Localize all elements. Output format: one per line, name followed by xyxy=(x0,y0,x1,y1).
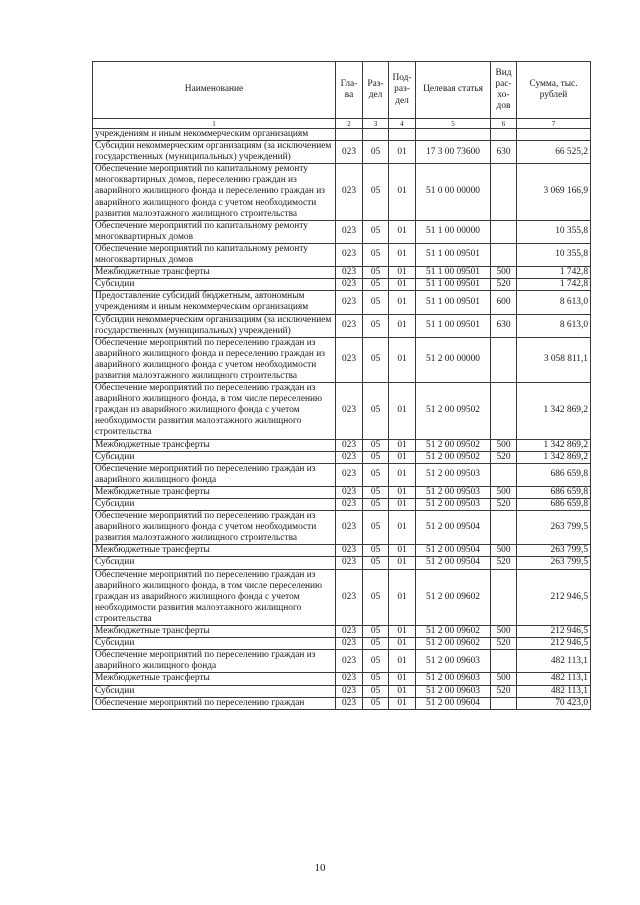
table-row xyxy=(93,638,591,650)
cell-article: 51 2 00 09504 xyxy=(416,545,491,557)
cell-article: 51 2 00 09504 xyxy=(416,557,491,569)
cell-name: Субсидии некоммерческим организациям (за исключением государственных (муниципальных) учреждений) xyxy=(93,314,336,337)
cell-glava: 023 xyxy=(336,626,363,638)
table-row xyxy=(93,129,591,141)
cell-sum: 1 342 869,2 xyxy=(517,383,591,439)
cell-name: Обеспечение мероприятий по переселению граждан из аварийного жилищного фонда, в том числе переселению граждан из аварийного жилищного фонда с учетом необходимости развития малоэтажного жилищного строительства xyxy=(93,569,336,625)
cell-vid: 520 xyxy=(491,279,517,291)
cell-name: Обеспечение мероприятий по капитальному ремонту многоквартирных домов xyxy=(93,220,336,243)
cell-sum: 263 799,5 xyxy=(517,545,591,557)
page-number: 10 xyxy=(314,862,326,874)
cell-razdel xyxy=(363,129,389,141)
cell-name: Субсидии xyxy=(93,638,336,650)
column-number: 1 xyxy=(93,119,336,129)
cell-podrazdel: 01 xyxy=(389,673,416,685)
cell-article: 51 2 00 09504 xyxy=(416,511,491,545)
table-row xyxy=(93,220,591,243)
cell-sum: 263 799,5 xyxy=(517,557,591,569)
cell-name: учреждениям и иным некоммерческим организациям xyxy=(93,129,336,141)
header-vid: Вид рас-хо-дов xyxy=(491,62,517,119)
cell-article: 51 1 00 09501 xyxy=(416,267,491,279)
cell-article: 51 2 00 09503 xyxy=(416,486,491,498)
table-row xyxy=(93,486,591,498)
cell-podrazdel: 01 xyxy=(389,569,416,625)
table-row xyxy=(93,545,591,557)
cell-article: 51 2 00 09603 xyxy=(416,673,491,685)
table-row xyxy=(93,463,591,486)
cell-glava: 023 xyxy=(336,439,363,451)
cell-name: Межбюджетные трансферты xyxy=(93,626,336,638)
cell-podrazdel: 01 xyxy=(389,511,416,545)
cell-glava: 023 xyxy=(336,220,363,243)
cell-glava: 023 xyxy=(336,557,363,569)
cell-razdel: 05 xyxy=(363,486,389,498)
cell-glava: 023 xyxy=(336,697,363,709)
cell-vid: 520 xyxy=(491,557,517,569)
cell-razdel: 05 xyxy=(363,164,389,220)
cell-name: Обеспечение мероприятий по переселению граждан из аварийного жилищного фонда, в том числе переселению граждан из аварийного жилищного фонда с учетом необходимости развития малоэтажного жилищного строительства xyxy=(93,383,336,439)
cell-glava: 023 xyxy=(336,673,363,685)
header-podrazdel: Под-раз-дел xyxy=(389,62,416,119)
cell-name: Обеспечение мероприятий по переселению граждан из аварийного жилищного фонда xyxy=(93,463,336,486)
cell-glava: 023 xyxy=(336,451,363,463)
cell-glava: 023 xyxy=(336,267,363,279)
cell-article: 51 2 00 09502 xyxy=(416,383,491,439)
cell-article: 51 2 00 09503 xyxy=(416,499,491,511)
cell-name: Субсидии некоммерческим организациям (за исключением государственных (муниципальных) учреждений) xyxy=(93,141,336,164)
cell-vid xyxy=(491,220,517,243)
cell-glava: 023 xyxy=(336,638,363,650)
cell-razdel: 05 xyxy=(363,685,389,697)
table-row xyxy=(93,314,591,337)
cell-name: Межбюджетные трансферты xyxy=(93,545,336,557)
cell-glava xyxy=(336,129,363,141)
cell-sum: 212 946,5 xyxy=(517,569,591,625)
cell-name: Межбюджетные трансферты xyxy=(93,267,336,279)
cell-name: Межбюджетные трансферты xyxy=(93,486,336,498)
cell-vid xyxy=(491,383,517,439)
header-name: Наименование xyxy=(93,62,336,119)
table-body xyxy=(93,129,591,710)
cell-podrazdel: 01 xyxy=(389,557,416,569)
cell-podrazdel xyxy=(389,129,416,141)
cell-glava: 023 xyxy=(336,383,363,439)
cell-vid xyxy=(491,164,517,220)
cell-podrazdel: 01 xyxy=(389,439,416,451)
cell-sum: 1 742,8 xyxy=(517,267,591,279)
table-row xyxy=(93,291,591,314)
cell-podrazdel: 01 xyxy=(389,545,416,557)
cell-sum: 263 799,5 xyxy=(517,511,591,545)
cell-sum: 212 946,5 xyxy=(517,626,591,638)
table-row xyxy=(93,499,591,511)
cell-glava: 023 xyxy=(336,279,363,291)
cell-razdel: 05 xyxy=(363,673,389,685)
cell-podrazdel: 01 xyxy=(389,650,416,673)
cell-sum: 66 525,2 xyxy=(517,141,591,164)
cell-vid xyxy=(491,463,517,486)
cell-sum: 686 659,8 xyxy=(517,499,591,511)
header-sum: Сумма, тыс. рублей xyxy=(517,62,591,119)
cell-podrazdel: 01 xyxy=(389,243,416,266)
cell-sum: 482 113,1 xyxy=(517,673,591,685)
cell-vid: 630 xyxy=(491,314,517,337)
table-row xyxy=(93,383,591,439)
cell-article: 51 2 00 09503 xyxy=(416,463,491,486)
cell-article: 51 1 00 09501 xyxy=(416,291,491,314)
cell-vid xyxy=(491,243,517,266)
cell-glava: 023 xyxy=(336,569,363,625)
cell-podrazdel: 01 xyxy=(389,164,416,220)
cell-sum: 3 069 166,9 xyxy=(517,164,591,220)
cell-sum: 10 355,8 xyxy=(517,220,591,243)
cell-vid: 500 xyxy=(491,673,517,685)
cell-glava: 023 xyxy=(336,486,363,498)
cell-podrazdel: 01 xyxy=(389,463,416,486)
cell-podrazdel: 01 xyxy=(389,697,416,709)
cell-glava: 023 xyxy=(336,463,363,486)
document-page xyxy=(92,61,590,710)
cell-name: Обеспечение мероприятий по переселению граждан из аварийного жилищного фонда с учетом необходимости развития малоэтажного жилищного строительства xyxy=(93,511,336,545)
cell-article: 51 2 00 00000 xyxy=(416,337,491,382)
cell-sum: 1 742,8 xyxy=(517,279,591,291)
cell-vid: 520 xyxy=(491,499,517,511)
cell-podrazdel: 01 xyxy=(389,337,416,382)
cell-vid xyxy=(491,650,517,673)
cell-name: Предоставление субсидий бюджетным, автономным учреждениям и иным некоммерческим организациям xyxy=(93,291,336,314)
cell-sum xyxy=(517,129,591,141)
cell-article: 51 2 00 09602 xyxy=(416,638,491,650)
table-row xyxy=(93,451,591,463)
cell-razdel: 05 xyxy=(363,463,389,486)
cell-podrazdel: 01 xyxy=(389,499,416,511)
cell-vid: 520 xyxy=(491,685,517,697)
cell-article: 51 2 00 09502 xyxy=(416,439,491,451)
cell-razdel: 05 xyxy=(363,279,389,291)
cell-razdel: 05 xyxy=(363,511,389,545)
cell-vid: 520 xyxy=(491,451,517,463)
cell-podrazdel: 01 xyxy=(389,220,416,243)
header-razdel: Раз-дел xyxy=(363,62,389,119)
cell-name: Субсидии xyxy=(93,279,336,291)
cell-name: Обеспечение мероприятий по капитальному ремонту многоквартирных домов, переселению граждан из аварийного жилищного фонда и переселению граждан из аварийного жилищного фонда с учетом необходимости развития малоэтажного жилищного строительства xyxy=(93,164,336,220)
table-row xyxy=(93,141,591,164)
cell-razdel: 05 xyxy=(363,697,389,709)
cell-glava: 023 xyxy=(336,337,363,382)
cell-podrazdel: 01 xyxy=(389,279,416,291)
cell-sum: 3 058 811,1 xyxy=(517,337,591,382)
cell-glava: 023 xyxy=(336,243,363,266)
cell-glava: 023 xyxy=(336,650,363,673)
cell-sum: 8 613,0 xyxy=(517,314,591,337)
cell-razdel: 05 xyxy=(363,291,389,314)
cell-name: Субсидии xyxy=(93,451,336,463)
cell-razdel: 05 xyxy=(363,557,389,569)
cell-sum: 1 342 869,2 xyxy=(517,451,591,463)
cell-sum: 70 423,0 xyxy=(517,697,591,709)
cell-vid: 500 xyxy=(491,267,517,279)
cell-name: Обеспечение мероприятий по переселению граждан из аварийного жилищного фонда xyxy=(93,650,336,673)
cell-razdel: 05 xyxy=(363,626,389,638)
cell-name: Межбюджетные трансферты xyxy=(93,673,336,685)
header-article: Целевая статья xyxy=(416,62,491,119)
column-number: 6 xyxy=(491,119,517,129)
cell-name: Субсидии xyxy=(93,557,336,569)
cell-glava: 023 xyxy=(336,164,363,220)
cell-podrazdel: 01 xyxy=(389,291,416,314)
column-number: 3 xyxy=(363,119,389,129)
cell-sum: 686 659,8 xyxy=(517,486,591,498)
cell-article: 17 3 00 73600 xyxy=(416,141,491,164)
cell-sum: 1 342 869,2 xyxy=(517,439,591,451)
table-row xyxy=(93,337,591,382)
cell-name: Субсидии xyxy=(93,685,336,697)
cell-vid: 600 xyxy=(491,291,517,314)
cell-vid xyxy=(491,511,517,545)
cell-vid xyxy=(491,697,517,709)
table-row xyxy=(93,650,591,673)
column-number-row xyxy=(93,119,591,129)
cell-glava: 023 xyxy=(336,685,363,697)
column-number: 2 xyxy=(336,119,363,129)
cell-article: 51 0 00 00000 xyxy=(416,164,491,220)
cell-article: 51 1 00 09501 xyxy=(416,243,491,266)
table-row xyxy=(93,164,591,220)
table-row xyxy=(93,685,591,697)
cell-sum: 10 355,8 xyxy=(517,243,591,266)
cell-razdel: 05 xyxy=(363,220,389,243)
cell-podrazdel: 01 xyxy=(389,314,416,337)
cell-glava: 023 xyxy=(336,511,363,545)
table-row xyxy=(93,267,591,279)
table-row xyxy=(93,439,591,451)
cell-sum: 482 113,1 xyxy=(517,685,591,697)
cell-article: 51 2 00 09604 xyxy=(416,697,491,709)
cell-vid: 500 xyxy=(491,439,517,451)
table-row xyxy=(93,626,591,638)
table-row xyxy=(93,673,591,685)
cell-podrazdel: 01 xyxy=(389,451,416,463)
cell-sum: 686 659,8 xyxy=(517,463,591,486)
cell-podrazdel: 01 xyxy=(389,267,416,279)
cell-glava: 023 xyxy=(336,291,363,314)
cell-razdel: 05 xyxy=(363,383,389,439)
cell-vid: 500 xyxy=(491,545,517,557)
cell-razdel: 05 xyxy=(363,337,389,382)
cell-glava: 023 xyxy=(336,141,363,164)
cell-vid: 630 xyxy=(491,141,517,164)
cell-vid: 500 xyxy=(491,486,517,498)
cell-podrazdel: 01 xyxy=(389,486,416,498)
cell-name: Межбюджетные трансферты xyxy=(93,439,336,451)
cell-article: 51 2 00 09603 xyxy=(416,685,491,697)
column-number: 7 xyxy=(517,119,591,129)
table-row xyxy=(93,697,591,709)
cell-razdel: 05 xyxy=(363,499,389,511)
cell-glava: 023 xyxy=(336,499,363,511)
cell-article: 51 2 00 09502 xyxy=(416,451,491,463)
cell-razdel: 05 xyxy=(363,638,389,650)
cell-name: Обеспечение мероприятий по переселению граждан xyxy=(93,697,336,709)
cell-razdel: 05 xyxy=(363,569,389,625)
cell-razdel: 05 xyxy=(363,650,389,673)
cell-podrazdel: 01 xyxy=(389,383,416,439)
cell-glava: 023 xyxy=(336,314,363,337)
cell-vid xyxy=(491,337,517,382)
cell-podrazdel: 01 xyxy=(389,141,416,164)
cell-name: Субсидии xyxy=(93,499,336,511)
table-header-row xyxy=(93,62,591,119)
cell-podrazdel: 01 xyxy=(389,685,416,697)
cell-vid xyxy=(491,569,517,625)
cell-article: 51 1 00 09501 xyxy=(416,279,491,291)
cell-vid: 520 xyxy=(491,638,517,650)
cell-glava: 023 xyxy=(336,545,363,557)
cell-vid xyxy=(491,129,517,141)
cell-razdel: 05 xyxy=(363,451,389,463)
cell-sum: 482 113,1 xyxy=(517,650,591,673)
cell-article: 51 2 00 09602 xyxy=(416,569,491,625)
header-glava: Гла-ва xyxy=(336,62,363,119)
cell-article: 51 2 00 09603 xyxy=(416,650,491,673)
table-row xyxy=(93,279,591,291)
table-row xyxy=(93,511,591,545)
cell-razdel: 05 xyxy=(363,439,389,451)
cell-article: 51 1 00 00000 xyxy=(416,220,491,243)
budget-table xyxy=(92,61,591,710)
cell-name: Обеспечение мероприятий по переселению граждан из аварийного жилищного фонда и переселению граждан из аварийного жилищного фонда с учетом необходимости развития малоэтажного жилищного строительства xyxy=(93,337,336,382)
table-row xyxy=(93,557,591,569)
column-number: 5 xyxy=(416,119,491,129)
cell-name: Обеспечение мероприятий по капитальному ремонту многоквартирных домов xyxy=(93,243,336,266)
cell-razdel: 05 xyxy=(363,141,389,164)
cell-razdel: 05 xyxy=(363,314,389,337)
cell-sum: 212 946,5 xyxy=(517,638,591,650)
cell-razdel: 05 xyxy=(363,243,389,266)
cell-vid: 500 xyxy=(491,626,517,638)
cell-podrazdel: 01 xyxy=(389,626,416,638)
table-row xyxy=(93,243,591,266)
cell-article: 51 2 00 09602 xyxy=(416,626,491,638)
cell-podrazdel: 01 xyxy=(389,638,416,650)
cell-article xyxy=(416,129,491,141)
cell-razdel: 05 xyxy=(363,545,389,557)
cell-razdel: 05 xyxy=(363,267,389,279)
cell-article: 51 1 00 09501 xyxy=(416,314,491,337)
cell-sum: 8 613,0 xyxy=(517,291,591,314)
table-row xyxy=(93,569,591,625)
column-number: 4 xyxy=(389,119,416,129)
